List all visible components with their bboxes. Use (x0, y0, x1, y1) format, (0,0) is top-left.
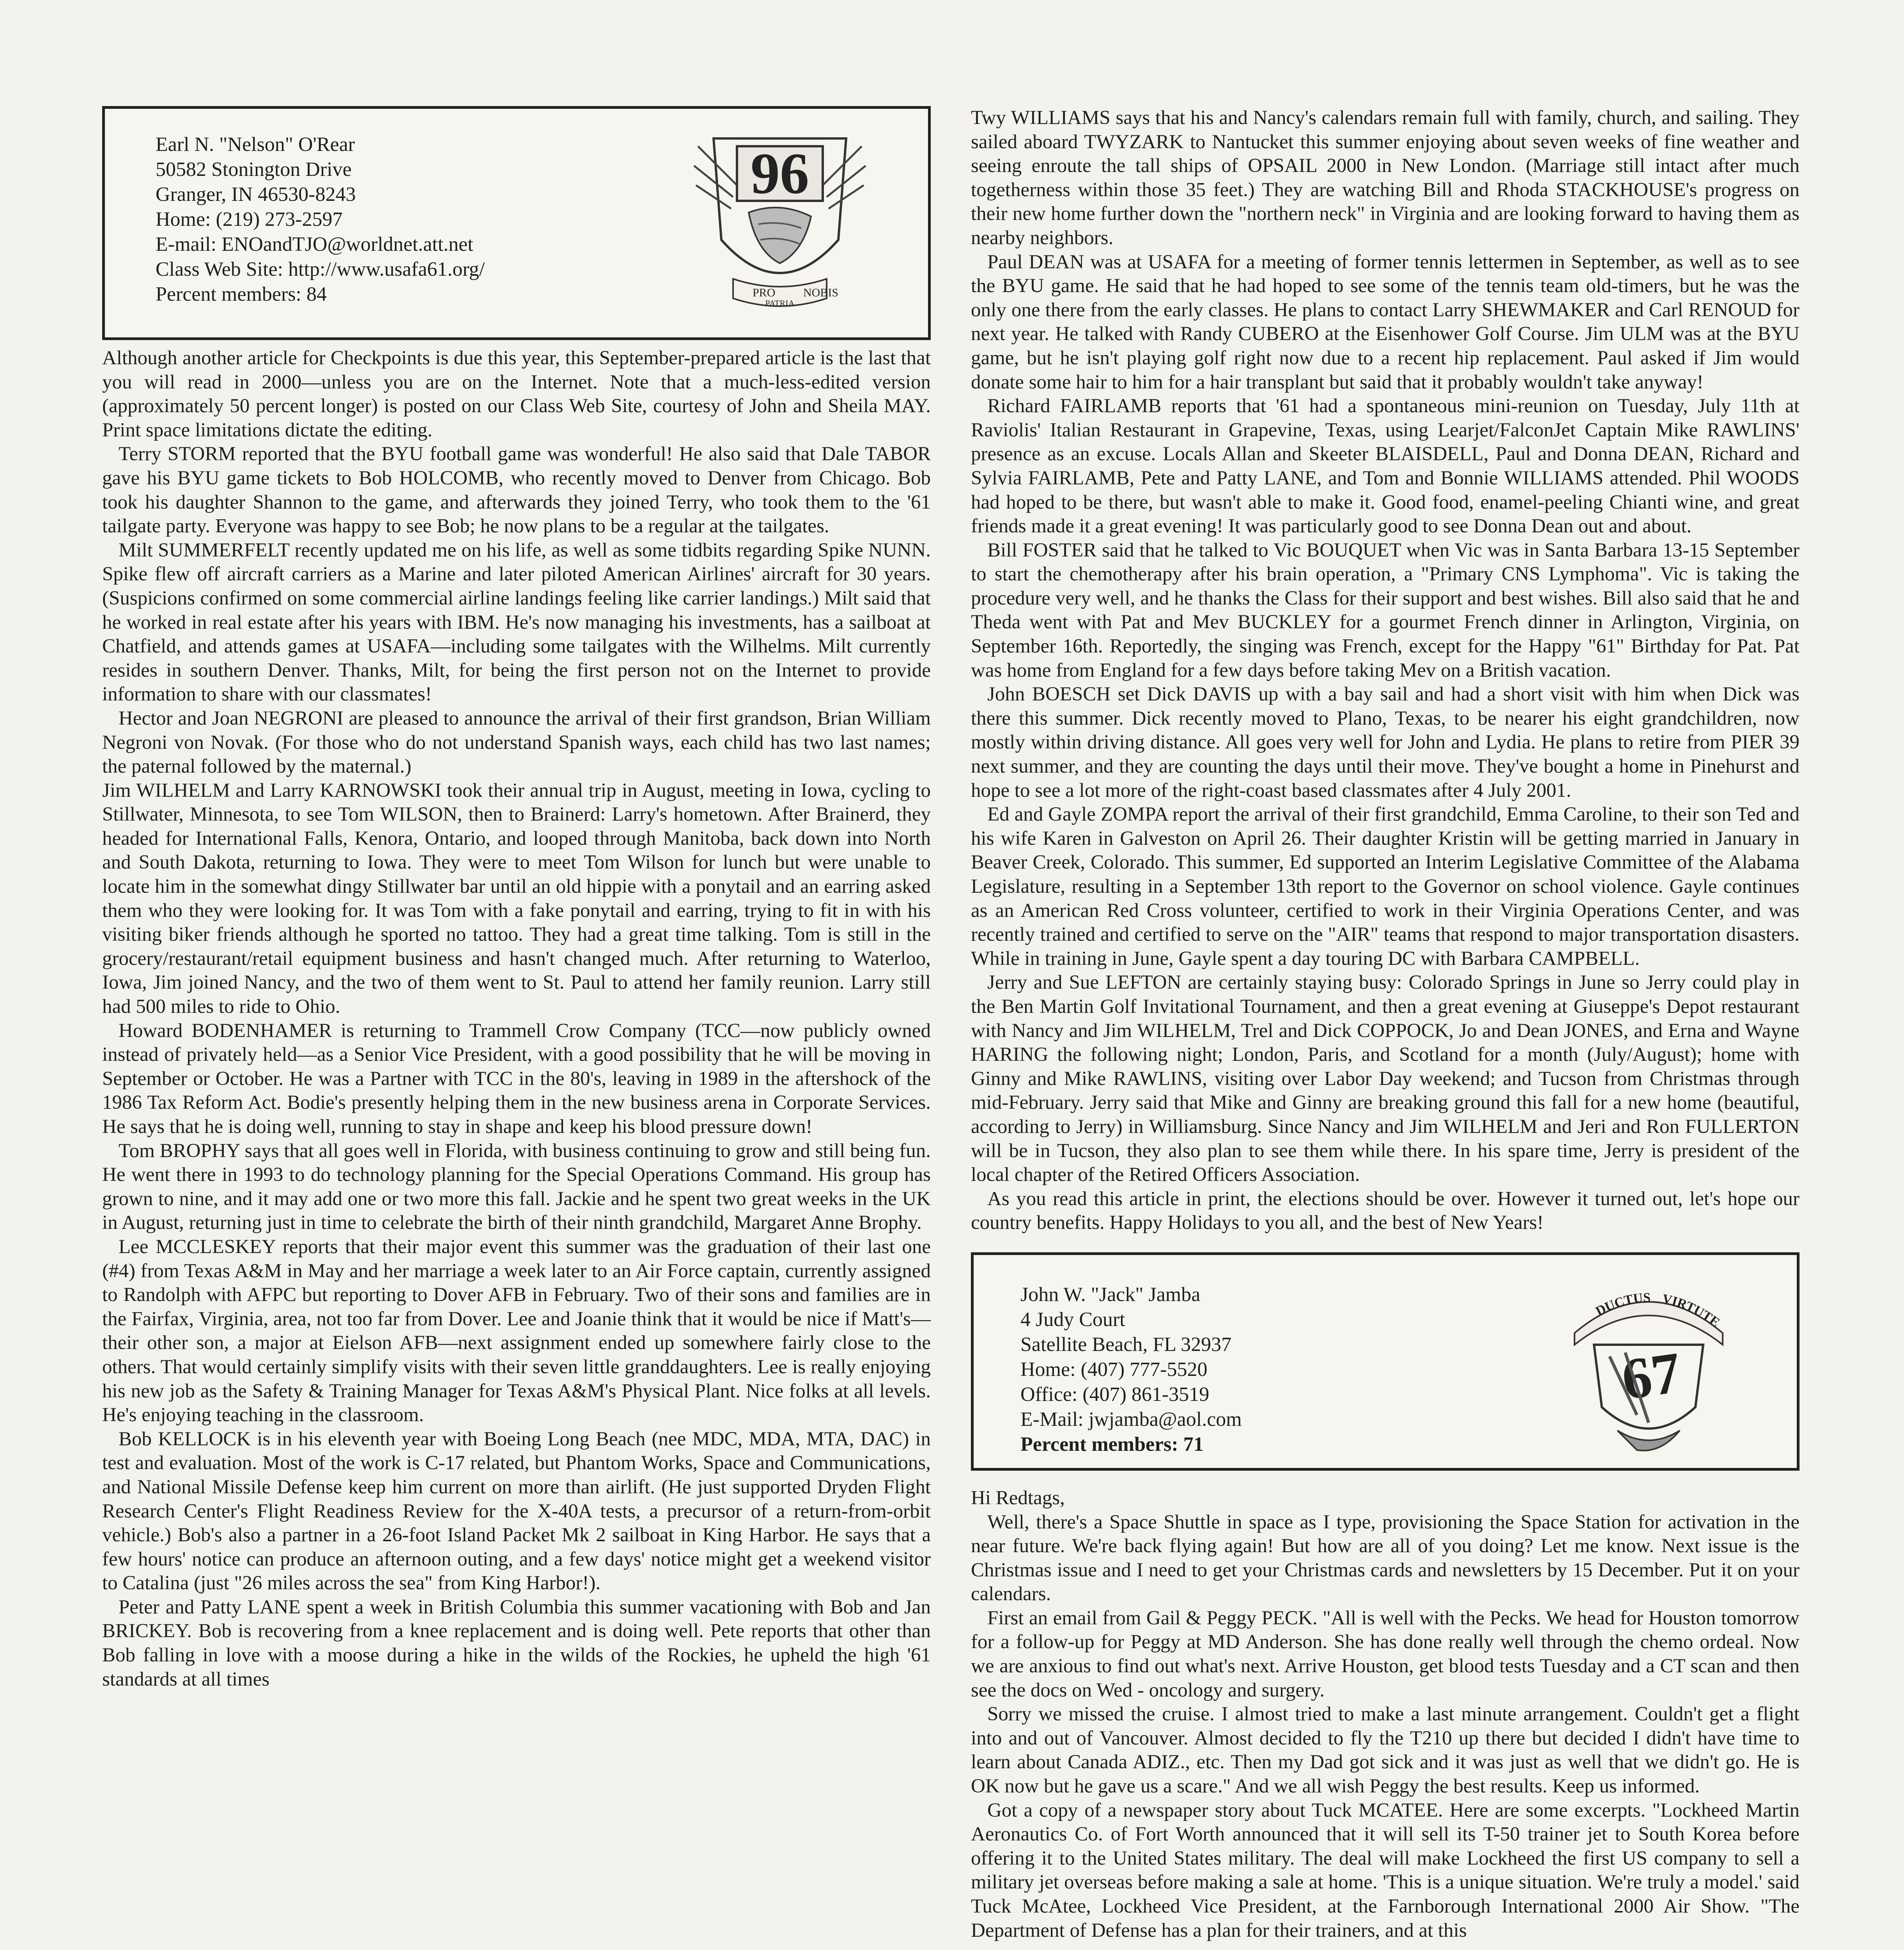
paragraph: Twy WILLIAMS says that his and Nancy's calendars remain full with family, church, and sailing. They sailed aboard TWYZARK to Nantucket this summer enjoying about seven weeks of fine weather and seeing enroute the tall ships of OPSAIL 2000 in New London. (Marriage still intact after much togetherness within those 35 feet.) They are watching Bill and Rhoda STACKHOUSE's progress on their new home further down the "northern neck" in Virginia and are looking forward to having them as nearby neighbors. (971, 107, 1800, 249)
paragraph: Although another article for Checkpoints is due this year, this September-prepared article is the last that you will read in 2000—unless you are on the Internet. Note that a much-less-edited version (approximately 50 percent longer) is posted on our Class Web Site, courtesy of John and Sheila MAY. Print space limitations dictate the editing. (102, 347, 931, 441)
paragraph: Sorry we missed the cruise. I almost tried to make a last minute arrangement. Couldn't get a flight into and out of Vancouver. Almost decided to fly the T210 up there but decided I didn't have time to learn about Canada ADIZ., etc. Then my Dad got sick and it was just as well that we didn't go. He is OK now but he gave us a scare." And we all wish Peggy the best results. Keep us informed. (971, 1703, 1800, 1798)
svg-text:NOBIS: NOBIS (803, 286, 839, 299)
svg-text:PATRIA: PATRIA (765, 298, 795, 308)
class-1967-article (971, 1486, 1800, 1943)
contact-percent-members: Percent members: 84 (156, 283, 327, 305)
class-crest-icon (690, 123, 870, 326)
contact-address-line2: Granger, IN 46530-8243 (156, 183, 356, 206)
svg-text:DUCTUS: DUCTUS (1593, 1290, 1651, 1319)
paragraph: John BOESCH set Dick DAVIS up with a bay sail and had a short visit with him when Dick was there this summer. Dick recently moved to Plano, Texas, to be nearer his eight grandchildren, now mostly within driving distance. All goes very well for John and Lydia. He plans to retire from PIER 39 next summer, and they are counting the days until their move. They've bought a home in Pinehurst and hope to see a lot more of the right-coast based classmates after 4 July 2001. (971, 683, 1800, 801)
contact-name: Earl N. "Nelson" O'Rear (156, 133, 355, 156)
class-1961-contact-box (102, 106, 931, 340)
contact-home-phone: Home: (219) 273-2597 (156, 208, 343, 230)
contact-email: E-Mail: jwjamba@aol.com (1020, 1408, 1242, 1431)
right-column (971, 106, 1800, 1943)
contact-address-line1: 50582 Stonington Drive (156, 158, 352, 181)
paragraph: First an email from Gail & Peggy PECK. "All is well with the Pecks. We head for Houston tomorrow for a follow-up for Peggy at MD Anderson. She has done really well through the chemo ordeal. Now we are anxious to find out what's next. Arrive Houston, get blood tests Tuesday and a CT scan and then see the docs on Wed - oncology and surgery. (971, 1607, 1800, 1701)
paragraph: Hi Redtags, (971, 1487, 1065, 1509)
crest-numerals: 96 (751, 141, 809, 206)
paragraph: Jerry and Sue LEFTON are certainly staying busy: Colorado Springs in June so Jerry could play in the Ben Martin Golf Invitational Tournament, and then a great evening at Giuseppe's Depot restaurant with Nancy and Jim WILHELM, Trel and Dick COPPOCK, Jo and Dean JONES, and Erna and Wayne HARING the following night; London, Paris, and Scotland for a month (July/August); home with Ginny and Mike RAWLINS, visiting over Labor Day weekend; and Tucson from Christmas through mid-February. Jerry said that Mike and Ginny are breaking ground this fall for a new home (beautiful, according to Jerry) in Williamsburg. Since Nancy and Jim WILHELM and Jeri and Ron FULLERTON will be in Tucson, they also plan to see them while there. In his spare time, Jerry is president of the local chapter of the Retired Officers Association. (971, 971, 1800, 1186)
paragraph: Bob KELLOCK is in his eleventh year with Boeing Long Beach (nee MDC, MDA, MTA, DAC) in test and evaluation. Most of the work is C-17 related, but Phantom Works, Space and Communications, and National Missile Defense keep him current on more than airlift. (He just supported Dryden Flight Research Center's Flight Readiness Review for the X-40A tests, a precursor of a return-from-orbit vehicle.) Bob's also a partner in a 26-foot Island Packet Mk 2 sailboat in King Harbor. He says that a few hours' notice can produce an afternoon outing, and a few days' notice might get a weekend visitor to Catalina (just "26 miles across the sea" from King Harbor!). (102, 1428, 931, 1594)
paragraph: As you read this article in print, the elections should be over. However it turned out, let's hope our country benefits. Happy Holidays to you all, and the best of New Years! (971, 1188, 1800, 1234)
contact-web-site: Class Web Site: http://www.usafa61.org/ (156, 258, 485, 280)
left-column (102, 106, 931, 1691)
class-1961-article-part1 (102, 346, 931, 1691)
contact-address-line2: Satellite Beach, FL 32937 (1020, 1333, 1232, 1356)
paragraph: Peter and Patty LANE spent a week in British Columbia this summer vacationing with Bob and Jan BRICKEY. Bob is recovering from a knee replacement and is doing well. Pete reports that other than Bob falling in love with a moose during a hike in the wilds of the Rockies, he upheld the high '61 standards at all times (102, 1596, 931, 1690)
class-1961-article-part2 (971, 106, 1800, 1235)
paragraph: Terry STORM reported that the BYU football game was wonderful! He also said that Dale TABOR gave his BYU game tickets to Bob HOLCOMB, who recently moved to Denver from Chicago. Bob took his daughter Shannon to the game, and afterwards they joined Terry, who took them to the '61 tailgate party. Everyone was happy to see Bob; he now plans to be a regular at the tailgates. (102, 443, 931, 537)
paragraph: Howard BODENHAMER is returning to Trammell Crow Company (TCC—now publicly owned instead of privately held—as a Senior Vice President, with a good possibility that he will be moving in September or October. He was a Partner with TCC in the 80's, leaving in 1989 in the aftershock of the 1986 Tax Reform Act. Bodie's presently helping them in the new business arena in Corporate Services. He says that he is doing well, running to stay in shape and keep his blood pressure down! (102, 1019, 931, 1138)
paragraph: Lee MCCLESKEY reports that their major event this summer was the graduation of their last one (#4) from Texas A&M in May and her marriage a week later to an Air Force captain, currently assigned to Randolph with AFPC but reporting to Dover AFB in February. Two of their sons and families are in the Fairfax, Virginia, area, not too far from Dover. Lee and Joanie think that it would be nice if Matt's—their other son, a major at Eielson AFB—next assignment ended up somewhere fairly close to the others. That would certainly simplify visits with their seven little granddaughters. Lee is really enjoying his new job as the Safety & Training Manager for Texas A&M's Physical Plant. Nice folks at all levels. He's enjoying teaching in the classroom. (102, 1236, 931, 1426)
paragraph: Got a copy of a newspaper story about Tuck MCATEE. Here are some excerpts. "Lockheed Martin Aeronautics Co. of Fort Worth announced that it will sell its T-50 trainer jet to South Korea before offering it to the United States military. The deal will make Lockheed the first US company to sell a military jet overseas before making a sale at home. 'This is a unique situation. We're truly a model.' said Tuck McAtee, Lockheed Vice President, at the Farnborough International 2000 Air Show. "The Department of Defense has a plan for their trainers, and at this (971, 1799, 1800, 1941)
paragraph: Hector and Joan NEGRONI are pleased to announce the arrival of their first grandson, Brian William Negroni von Novak. (For those who do not understand Spanish ways, each child has two last names; the paternal followed by the maternal.) (102, 707, 931, 778)
paragraph: Ed and Gayle ZOMPA report the arrival of their first grandchild, Emma Caroline, to their son Ted and his wife Karen in Galveston on April 26. Their daughter Kristin will be getting married in January in Beaver Creek, Colorado. This summer, Ed supported an Interim Legislative Committee of the Alabama Legislature, resulting in a September 13th report to the Governor on school violence. Gayle continues as an American Red Cross volunteer, certified to work in their Virginia Operations Center, and was recently trained and certified to serve on the "AIR" teams that respond to major transportation disasters. While in training in June, Gayle spent a day touring DC with Barbara CAMPBELL. (971, 803, 1800, 970)
contact-percent-members: Percent members: 71 (1020, 1433, 1204, 1455)
crest-numerals: 67 (1618, 1340, 1685, 1412)
paragraph: Bill FOSTER said that he talked to Vic BOUQUET when Vic was in Santa Barbara 13-15 September to start the chemotherapy after his brain operation, a "Primary CNS Lymphoma". Vic is taking the procedure very well, and he thanks the Class for their support and best wishes. Bill also said that he and Theda went with Pat and Mev BUCKLEY for a gourmet French dinner in Arlington, Virginia, on September 16th. Reportedly, the singing was French, except for the Happy "61" Birthday for Pat. Pat was home from England for a few days before taking Mev on a British vacation. (971, 539, 1800, 681)
contact-home-phone: Home: (407) 777-5520 (1020, 1358, 1208, 1381)
contact-email: E-mail: ENOandTJO@worldnet.att.net (156, 233, 473, 255)
paragraph: Milt SUMMERFELT recently updated me on his life, as well as some tidbits regarding Spike NUNN. Spike flew off aircraft carriers as a Marine and later piloted American Airlines' aircraft for 30 years. (Suspicions confirmed on some commercial airline landings feeling like carrier landings.) Milt said that he worked in real estate after his years with IBM. He's now managing his investments, has a sailboat at Chatfield, and attends games at USAFA—including some tailgates with the Wilhelms. Milt currently resides in southern Denver. Thanks, Milt, for being the first person not on the Internet to provide information to share with our classmates! (102, 539, 931, 706)
class-crest-icon (1559, 1267, 1738, 1458)
paragraph: Richard FAIRLAMB reports that '61 had a spontaneous mini-reunion on Tuesday, July 11th at Raviolis' Italian Restaurant in Grapevine, Texas, using Learjet/FalconJet Captain Mike RAWLINS' presence as an excuse. Locals Allan and Skeeter BLAISDELL, Paul and Donna DEAN, Richard and Sylvia FAIRLAMB, Pete and Patty LANE, and Tom and Bonnie WILLIAMS attended. Phil WOODS had hoped to be there, but wasn't able to make it. Good food, enamel-peeling Chianti wine, and great friends made it a great evening! It was particularly good to see Donna Dean out and about. (971, 395, 1800, 537)
contact-address-line1: 4 Judy Court (1020, 1308, 1125, 1331)
paragraph: Paul DEAN was at USAFA for a meeting of former tennis lettermen in September, as well as to see the BYU game. He said that he had hoped to see some of the tennis team old-timers, but he was the only one there from the early classes. He plans to contact Larry SHEWMAKER and Carl RENOUD for next year. He talked with Randy CUBERO at the Eisenhower Golf Course. Jim ULM was at the BYU game, but he isn't playing golf right now due to a recent hip replacement. Paul asked if Jim would donate some hair to him for a hair transplant but said that it probably wouldn't take anyway! (971, 251, 1800, 393)
contact-office-phone: Office: (407) 861-3519 (1020, 1383, 1210, 1406)
paragraph: Tom BROPHY says that all goes well in Florida, with business continuing to grow and still being fun. He went there in 1993 to do technology planning for the Special Operations Command. His group has grown to nine, and it may add one or two more this fall. Jackie and he spent two great weeks in the UK in August, returning just in time to celebrate the birth of their ninth grandchild, Margaret Anne Brophy. (102, 1140, 931, 1234)
paragraph: Well, there's a Space Shuttle in space as I type, provisioning the Space Station for activation in the near future. We're back flying again! But how are all of you doing? Let me know. Next issue is the Christmas issue and I need to get your Christmas cards and newsletters by 15 December. Put it on your calendars. (971, 1511, 1800, 1605)
contact-name: John W. "Jack" Jamba (1020, 1283, 1201, 1306)
svg-text:PRO: PRO (753, 286, 776, 299)
class-1967-contact-box (971, 1252, 1800, 1471)
paragraph: Jim WILHELM and Larry KARNOWSKI took their annual trip in August, meeting in Iowa, cycling to Stillwater, Minnesota, to see Tom WILSON, then to Brainerd: Larry's hometown. After Brainerd, they headed for International Falls, Kenora, Ontario, and looped through Manitoba, back down into North and South Dakota, returning to Iowa. They were to meet Tom Wilson for lunch but were unable to locate him in the somewhat dingy Stillwater bar until an old hippie with a ponytail and an earring asked them who they were looking for. It was Tom with a fake ponytail and earring, trying to fit in with his visiting biker friends although he sported no tattoo. They had a great time talking. Tom is still in the grocery/restaurant/retail equipment business and hasn't changed much. After returning to Waterloo, Iowa, Jim joined Nancy, and the two of them went to St. Paul to attend her family reunion. Larry still had 500 miles to ride to Ohio. (102, 779, 931, 1018)
svg-text:VIRTUTE: VIRTUTE (1661, 1291, 1723, 1330)
